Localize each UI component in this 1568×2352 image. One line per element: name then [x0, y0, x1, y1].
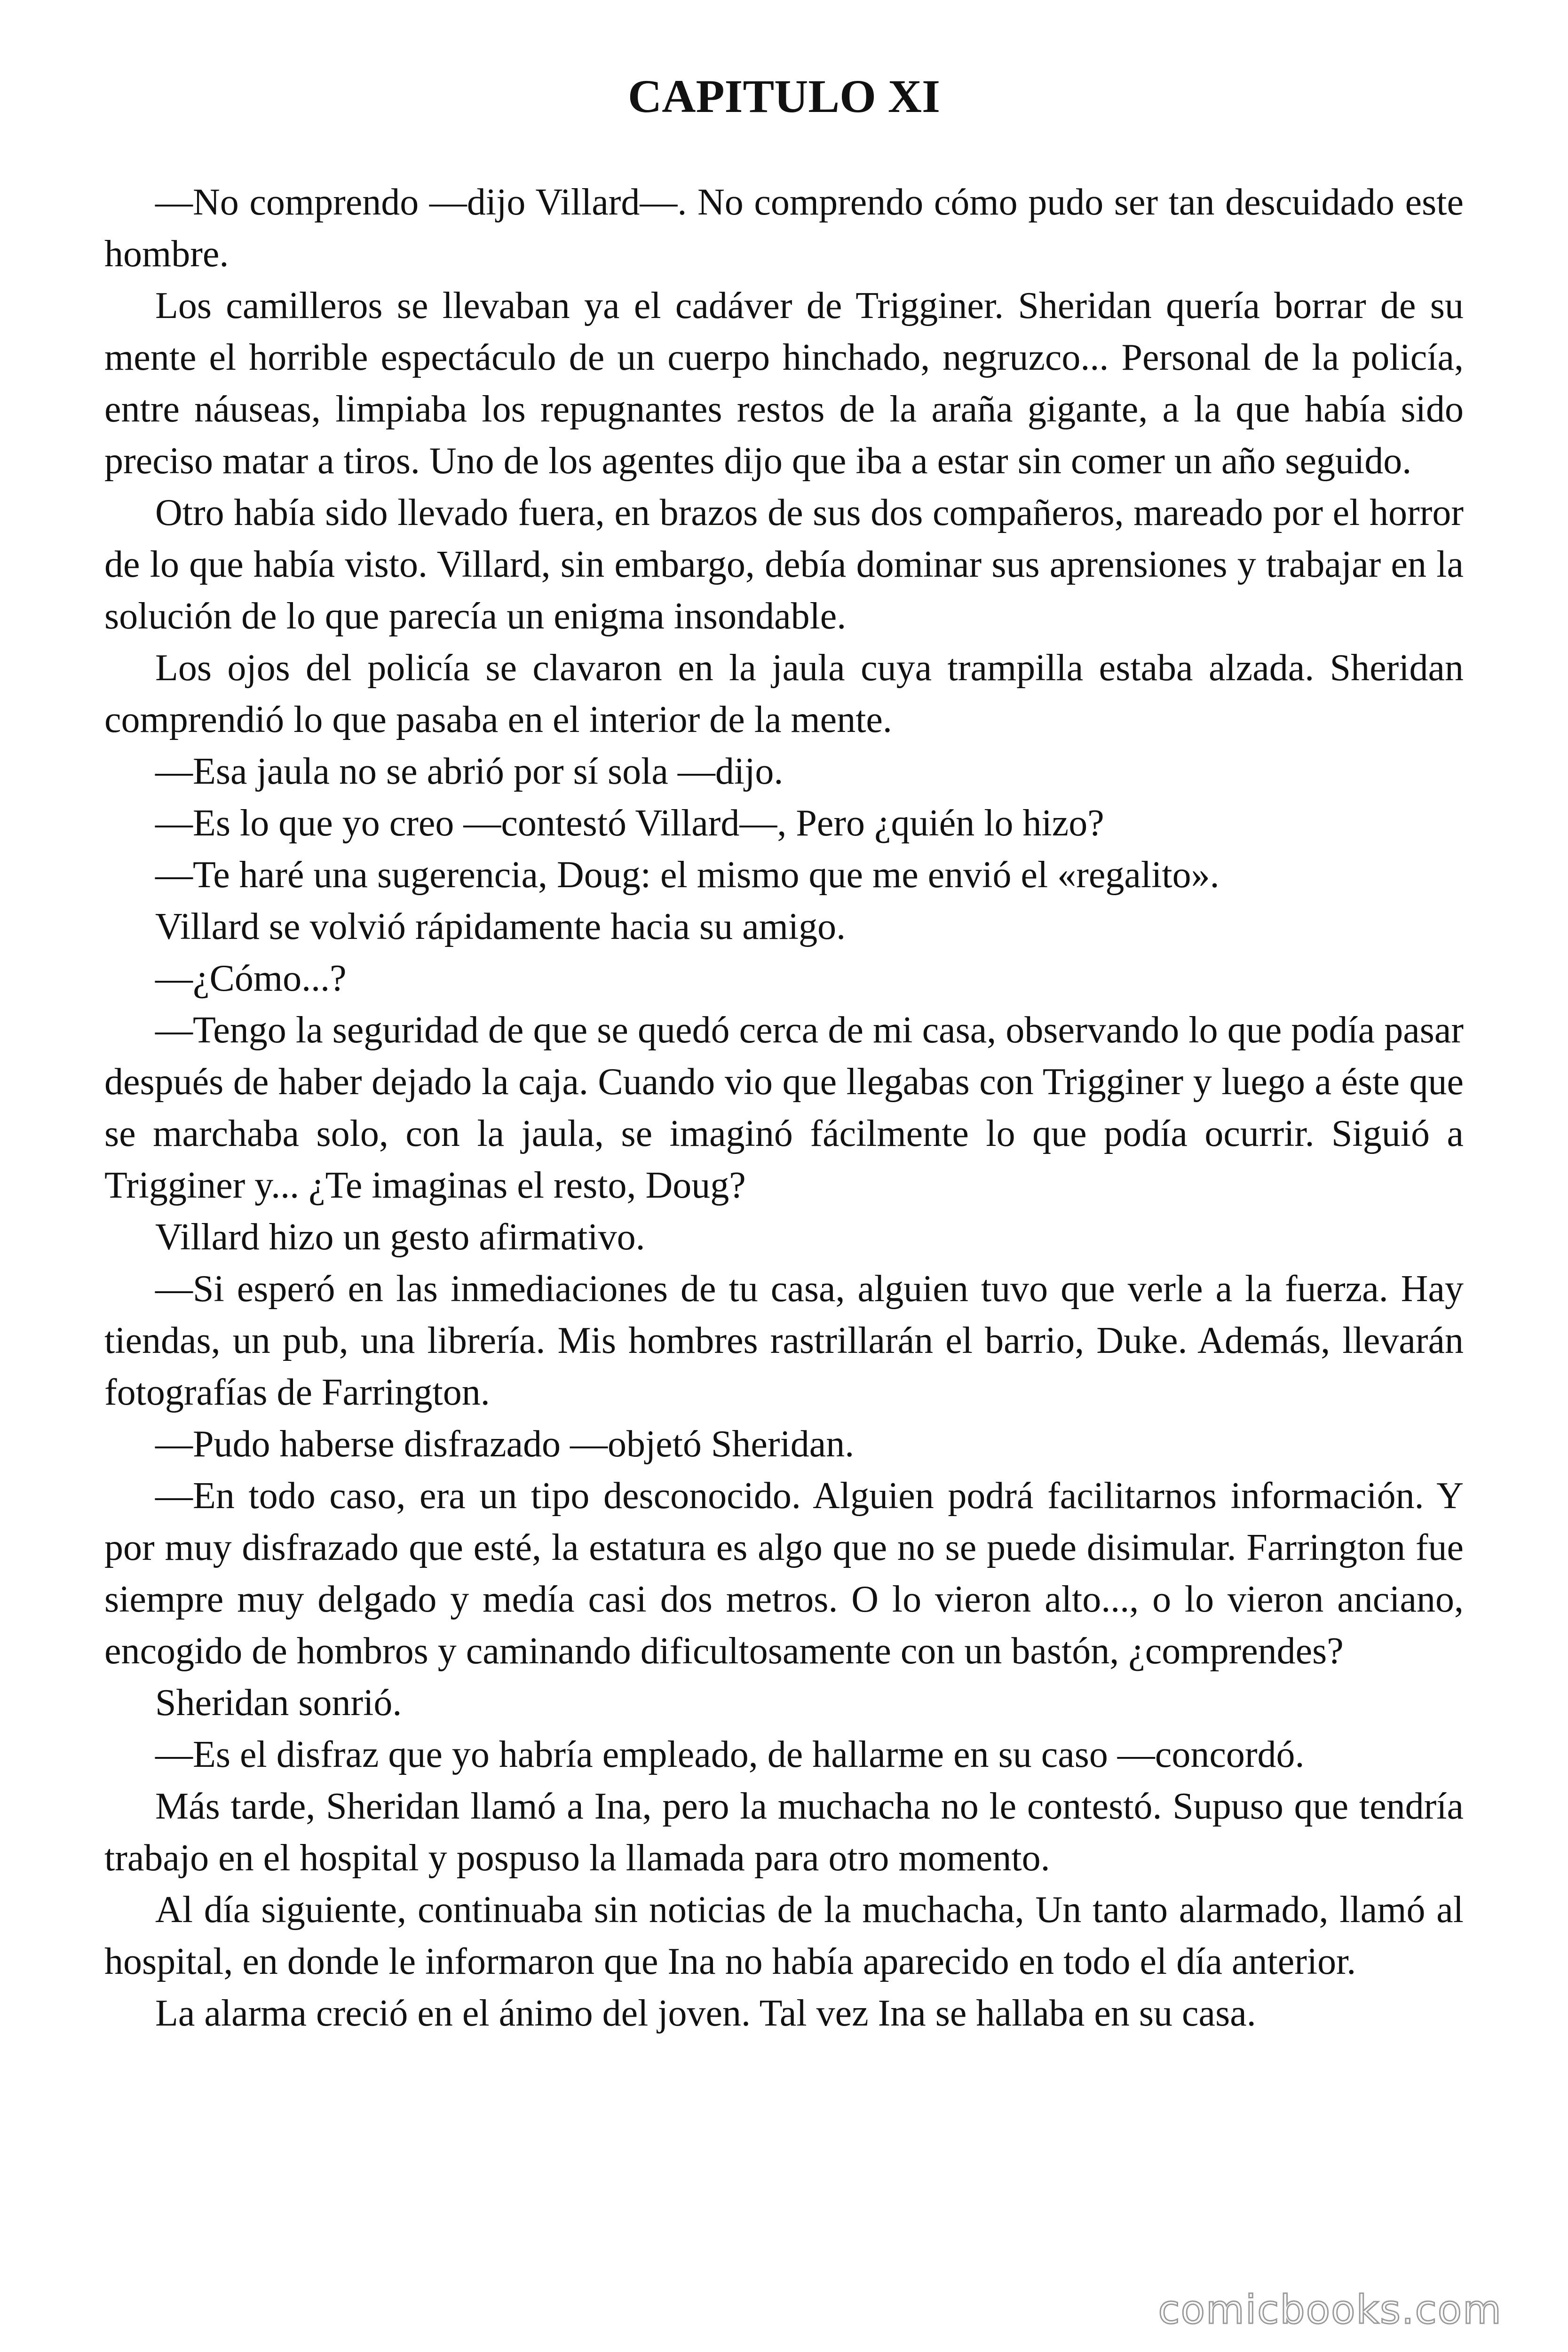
chapter-body: [104, 176, 1464, 2039]
paragraph-11: Villard hizo un gesto afirmativo.: [155, 1216, 645, 1258]
paragraph-8: Villard se volvió rápidamente hacia su amigo.: [155, 906, 846, 947]
paragraph-9: —¿Cómo...?: [155, 958, 347, 999]
paragraph-15: Sheridan sonrió.: [155, 1682, 402, 1724]
paragraph-17: Más tarde, Sheridan llamó a Ina, pero la muchacha no le contestó. Supuso que tendría trabajo en el hospital y pospuso la llamada para otro momento.: [104, 1786, 1464, 1879]
paragraph-7: —Te haré una sugerencia, Doug: el mismo que me envió el «regalito».: [155, 854, 1220, 896]
paragraph-10: —Tengo la seguridad de que se quedó cerca de mi casa, observando lo que podía pasar después de haber dejado la caja. Cuando vio que llegabas con Trigginer y luego a éste que se marchaba solo, con la jaula, se imaginó fácilmente lo que podía ocurrir. Siguió a Trigginer y... ¿Te imaginas el resto, Doug?: [104, 1009, 1464, 1206]
paragraph-2: Los camilleros se llevaban ya el cadáver de Trigginer. Sheridan quería borrar de su mente el horrible espectáculo de un cuerpo hinchado, negruzco... Personal de la policía, entre náuseas, limpiaba los repugnantes restos de la araña gigante, a la que había sido preciso matar a tiros. Uno de los agentes dijo que iba a estar sin comer un año seguido.: [104, 285, 1464, 482]
paragraph-16: —Es el disfraz que yo habría empleado, de hallarme en su caso —concordó.: [155, 1734, 1305, 1775]
paragraph-4: Los ojos del policía se clavaron en la jaula cuya trampilla estaba alzada. Sheridan comprendió lo que pasaba en el interior de la mente.: [104, 647, 1464, 740]
paragraph-1: —No comprendo —dijo Villard—. No comprendo cómo pudo ser tan descuidado este hombre.: [104, 182, 1464, 275]
paragraph-6: —Es lo que yo creo —contestó Villard—, Pero ¿quién lo hizo?: [155, 803, 1104, 844]
paragraph-19: La alarma creció en el ánimo del joven. Tal vez Ina se hallaba en su casa.: [155, 1993, 1256, 2034]
chapter-title: CAPITULO XI: [628, 70, 940, 122]
paragraph-12: —Si esperó en las inmediaciones de tu casa, alguien tuvo que verle a la fuerza. Hay tiendas, un pub, una librería. Mis hombres rastrillarán el barrio, Duke. Además, llevarán fotografías de Farrington.: [104, 1268, 1464, 1413]
paragraph-13: —Pudo haberse disfrazado —objetó Sheridan.: [155, 1423, 855, 1465]
paragraph-18: Al día siguiente, continuaba sin noticias de la muchacha, Un tanto alarmado, llamó al hospital, en donde le informaron que Ina no había aparecido en todo el día anterior.: [104, 1889, 1464, 1982]
watermark-logo: comicbooks.com: [1158, 2287, 1502, 2333]
paragraph-5: —Esa jaula no se abrió por sí sola —dijo.: [155, 751, 784, 792]
paragraph-3: Otro había sido llevado fuera, en brazos de sus dos compañeros, mareado por el horror de lo que había visto. Villard, sin embargo, debía dominar sus aprensiones y trabajar en la solución de lo que parecía un enigma insondable.: [104, 492, 1464, 637]
paragraph-14: —En todo caso, era un tipo desconocido. Alguien podrá facilitarnos información. Y por muy disfrazado que esté, la estatura es algo que no se puede disimular. Farrington fue siempre muy delgado y medía casi dos metros. O lo vieron alto..., o lo vieron anciano, encogido de hombros y caminando dificultosamente con un bastón, ¿comprendes?: [104, 1475, 1464, 1672]
